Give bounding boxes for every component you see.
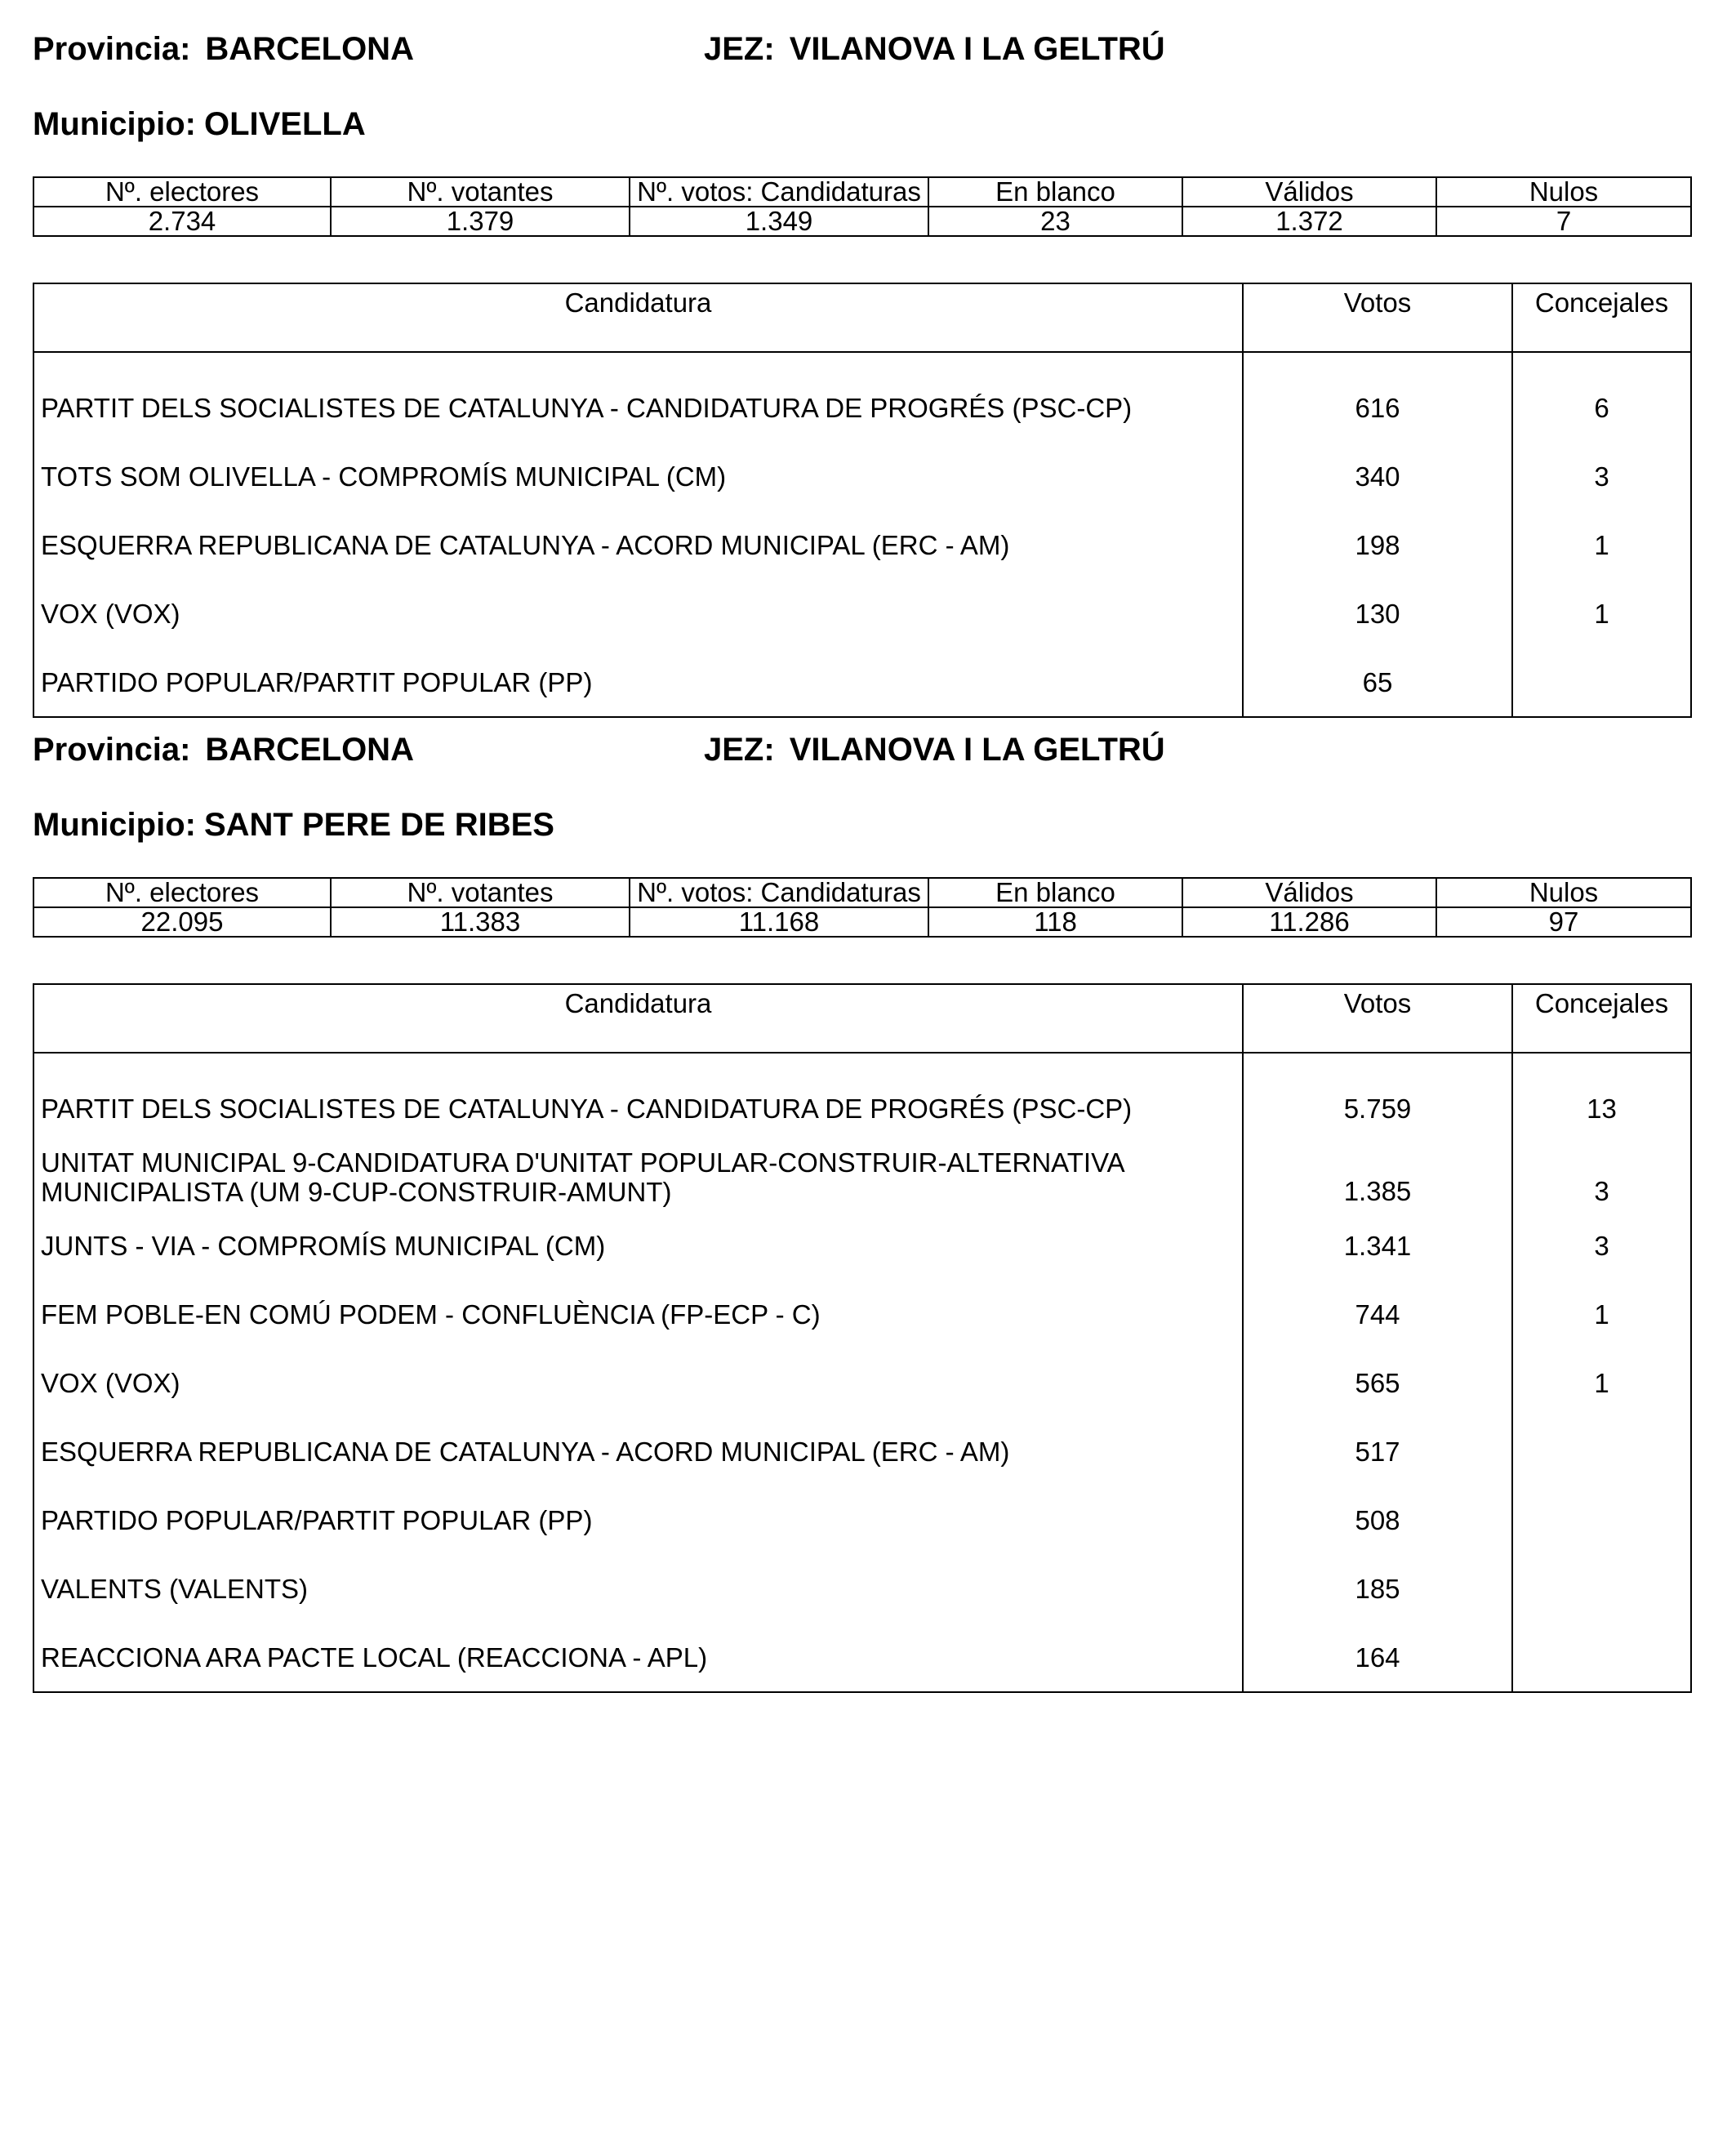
stat-header: En blanco [928, 878, 1182, 907]
candidate-name-line: UNITAT MUNICIPAL 9-CANDIDATURA D'UNITAT POPULAR-CONSTRUIR-ALTERNATIVA [41, 1147, 1125, 1178]
stats-header-row [33, 878, 1691, 907]
candidate-votes: 340 [1243, 443, 1512, 511]
candidates-table [33, 983, 1692, 1693]
candidate-votes: 508 [1243, 1486, 1512, 1555]
header-concejales: Concejales [1512, 984, 1691, 1053]
candidate-name: REACCIONA ARA PACTE LOCAL (REACCIONA - APL) [33, 1624, 1243, 1692]
header-concejales: Concejales [1512, 283, 1691, 352]
stats-header-row [33, 177, 1691, 207]
stat-value: 22.095 [33, 907, 331, 937]
jez-value: VILANOVA I LA GELTRÚ [789, 732, 1165, 768]
provincia-label: Provincia: [33, 31, 191, 67]
candidate-name: ESQUERRA REPUBLICANA DE CATALUNYA - ACORD MUNICIPAL (ERC - AM) [33, 1418, 1243, 1486]
candidate-votes: 185 [1243, 1555, 1512, 1624]
candidate-row [33, 1486, 1691, 1555]
stat-value: 1.372 [1182, 207, 1436, 236]
stat-header: Nº. votantes [331, 177, 630, 207]
stat-value: 97 [1436, 907, 1691, 937]
header-votos: Votos [1243, 984, 1512, 1053]
jez-label: JEZ: [704, 31, 775, 67]
municipio-value: OLIVELLA [203, 106, 366, 142]
jez-line [704, 31, 1165, 68]
jez-line [704, 732, 1165, 768]
provincia-label: Provincia: [33, 732, 191, 768]
candidate-seats: 3 [1512, 1143, 1691, 1212]
candidate-row [33, 1624, 1691, 1692]
provincia-value: BARCELONA [205, 732, 414, 768]
stat-value: 2.734 [33, 207, 331, 236]
stat-header: Válidos [1182, 878, 1436, 907]
candidate-name: JUNTS - VIA - COMPROMÍS MUNICIPAL (CM) [33, 1212, 1243, 1281]
spacer-row [33, 1053, 1691, 1075]
candidate-row [33, 374, 1691, 443]
stat-header: Nº. votos: Candidaturas [630, 177, 928, 207]
candidate-name: VOX (VOX) [33, 580, 1243, 648]
stat-value: 11.383 [331, 907, 630, 937]
stat-value: 118 [928, 907, 1182, 937]
candidate-row [33, 1418, 1691, 1486]
candidate-seats [1512, 1486, 1691, 1555]
header-votos: Votos [1243, 283, 1512, 352]
stats-value-row [33, 907, 1691, 937]
municipio-label: Municipio: [33, 807, 196, 843]
candidate-seats [1512, 1418, 1691, 1486]
header-candidatura: Candidatura [33, 984, 1243, 1053]
candidate-name: ESQUERRA REPUBLICANA DE CATALUNYA - ACORD MUNICIPAL (ERC - AM) [33, 511, 1243, 580]
candidate-seats [1512, 1555, 1691, 1624]
candidate-votes: 1.341 [1243, 1212, 1512, 1281]
candidate-votes: 5.759 [1243, 1075, 1512, 1143]
municipio-value: SANT PERE DE RIBES [203, 807, 554, 843]
stats-table [33, 176, 1692, 237]
stat-value: 11.286 [1182, 907, 1436, 937]
stat-header: Válidos [1182, 177, 1436, 207]
candidate-row [33, 1281, 1691, 1349]
candidate-row [33, 1075, 1691, 1143]
candidate-row [33, 1349, 1691, 1418]
spacer-row [33, 352, 1691, 374]
candidate-name: VOX (VOX) [33, 1349, 1243, 1418]
stat-header: En blanco [928, 177, 1182, 207]
candidate-seats: 1 [1512, 1281, 1691, 1349]
candidate-name: FEM POBLE-EN COMÚ PODEM - CONFLUÈNCIA (FP-ECP - C) [33, 1281, 1243, 1349]
provincia-line [33, 732, 414, 768]
candidate-row [33, 1212, 1691, 1281]
candidate-votes: 198 [1243, 511, 1512, 580]
candidate-name: PARTIDO POPULAR/PARTIT POPULAR (PP) [33, 1486, 1243, 1555]
jez-label: JEZ: [704, 732, 775, 768]
stat-header: Nº. votantes [331, 878, 630, 907]
candidate-seats: 3 [1512, 1212, 1691, 1281]
candidate-seats: 6 [1512, 374, 1691, 443]
candidate-seats: 1 [1512, 511, 1691, 580]
candidate-row [33, 1143, 1691, 1212]
municipality-section-olivella [33, 0, 1690, 697]
candidate-votes: 65 [1243, 648, 1512, 717]
stat-header: Nº. votos: Candidaturas [630, 878, 928, 907]
stat-value: 11.168 [630, 907, 928, 937]
candidate-name: VALENTS (VALENTS) [33, 1555, 1243, 1624]
candidate-name: PARTIDO POPULAR/PARTIT POPULAR (PP) [33, 648, 1243, 717]
candidate-seats: 13 [1512, 1075, 1691, 1143]
candidate-seats [1512, 1624, 1691, 1692]
candidates-table [33, 283, 1692, 718]
stats-table [33, 877, 1692, 938]
candidate-seats: 1 [1512, 580, 1691, 648]
municipio-label: Municipio: [33, 106, 196, 142]
stats-value-row [33, 207, 1691, 236]
candidate-votes: 616 [1243, 374, 1512, 443]
candidate-row [33, 580, 1691, 648]
candidate-votes: 164 [1243, 1624, 1512, 1692]
candidate-name: PARTIT DELS SOCIALISTES DE CATALUNYA - CANDIDATURA DE PROGRÉS (PSC-CP) [33, 1075, 1243, 1143]
municipio-line [33, 807, 554, 844]
provincia-value: BARCELONA [205, 31, 414, 67]
candidate-votes: 565 [1243, 1349, 1512, 1418]
stat-header: Nº. electores [33, 878, 331, 907]
stat-header: Nulos [1436, 878, 1691, 907]
candidates-header-row [33, 984, 1691, 1053]
candidate-seats: 3 [1512, 443, 1691, 511]
municipality-section-sant-pere-de-ribes [33, 701, 1690, 1762]
stat-value: 7 [1436, 207, 1691, 236]
stat-value: 23 [928, 207, 1182, 236]
header-candidatura: Candidatura [33, 283, 1243, 352]
candidate-votes: 517 [1243, 1418, 1512, 1486]
candidate-name-line: MUNICIPALISTA (UM 9-CUP-CONSTRUIR-AMUNT) [41, 1177, 672, 1207]
stat-value: 1.349 [630, 207, 928, 236]
candidate-row [33, 443, 1691, 511]
stat-value: 1.379 [331, 207, 630, 236]
candidates-header-row [33, 283, 1691, 352]
candidate-name: PARTIT DELS SOCIALISTES DE CATALUNYA - CANDIDATURA DE PROGRÉS (PSC-CP) [33, 374, 1243, 443]
provincia-line [33, 31, 414, 68]
candidate-row [33, 1555, 1691, 1624]
stat-header: Nº. electores [33, 177, 331, 207]
candidate-votes: 744 [1243, 1281, 1512, 1349]
candidate-votes: 1.385 [1243, 1143, 1512, 1212]
candidate-seats: 1 [1512, 1349, 1691, 1418]
stat-header: Nulos [1436, 177, 1691, 207]
candidate-name: TOTS SOM OLIVELLA - COMPROMÍS MUNICIPAL (CM) [33, 443, 1243, 511]
candidate-votes: 130 [1243, 580, 1512, 648]
candidate-row [33, 511, 1691, 580]
municipio-line [33, 106, 366, 143]
candidate-name [33, 1143, 1243, 1212]
jez-value: VILANOVA I LA GELTRÚ [789, 31, 1165, 67]
